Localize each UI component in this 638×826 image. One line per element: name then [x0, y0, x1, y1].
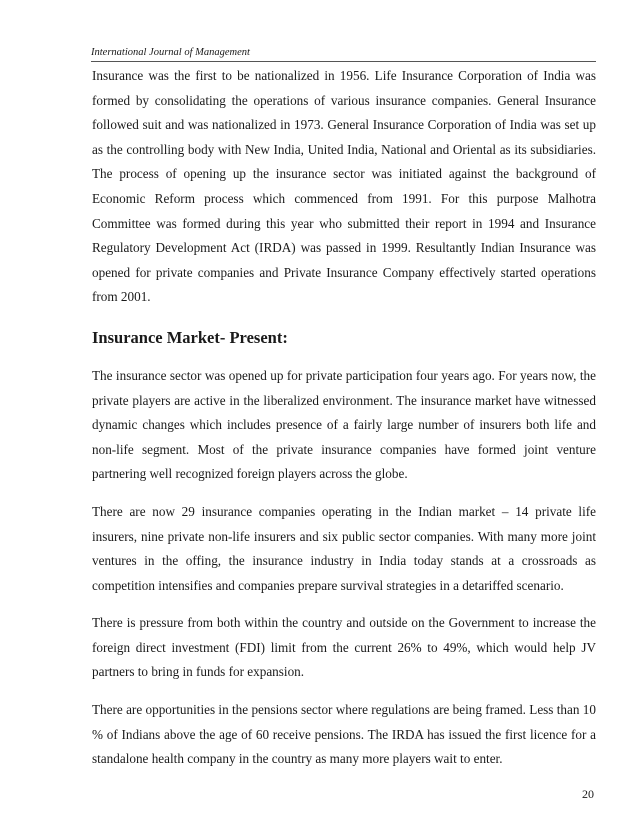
- paragraph-pensions: There are opportunities in the pensions sector where regulations are being framed. Less than 10 % of Indians above the age of 60 receive pensions. The IRDA has issued the first licence for a standalone health company in the country as many more players wait to enter.: [92, 702, 596, 767]
- paragraph-companies-count: There are now 29 insurance companies operating in the Indian market – 14 private life insurers, nine private non-life insurers and six public sector companies. With many more joint ventures in the offing, the insurance industry in India today stands at a crossroads as competition intensifies and companies prepare survival strategies in a detariffed scenario.: [92, 503, 596, 593]
- running-header: International Journal of Management: [91, 47, 596, 62]
- page-body: [92, 64, 596, 772]
- paragraph-private-participation: The insurance sector was opened up for private participation four years ago. For years now, the private players are active in the liberalized environment. The insurance market have witnessed dynamic changes which includes presence of a fairly large number of insurers both life and non-life segment. Most of the private insurance companies have formed joint venture partnering well recognized foreign players across the globe.: [92, 367, 596, 482]
- paragraph-history: Insurance was the first to be nationalized in 1956. Life Insurance Corporation of India was formed by consolidating the operations of various insurance companies. General Insurance followed suit and was nationalized in 1973. General Insurance Corporation of India was set up as the controlling body with New India, United India, National and Oriental as its subsidiaries. The process of opening up the insurance sector was initiated against the background of Economic Reform process which commenced from 1991. For this purpose Malhotra Committee was formed during this year who submitted their report in 1994 and Insurance Regulatory Development Act (IRDA) was passed in 1999. Resultantly Indian Insurance was opened for private companies and Private Insurance Company effectively started operations from 2001.: [92, 68, 596, 305]
- paragraph-fdi-limit: There is pressure from both within the country and outside on the Government to increase the foreign direct investment (FDI) limit from the current 26% to 49%, which would help JV partners to bring in funds for expansion.: [92, 615, 596, 680]
- section-heading: Insurance Market- Present:: [92, 327, 288, 347]
- page-number: 20: [582, 787, 594, 801]
